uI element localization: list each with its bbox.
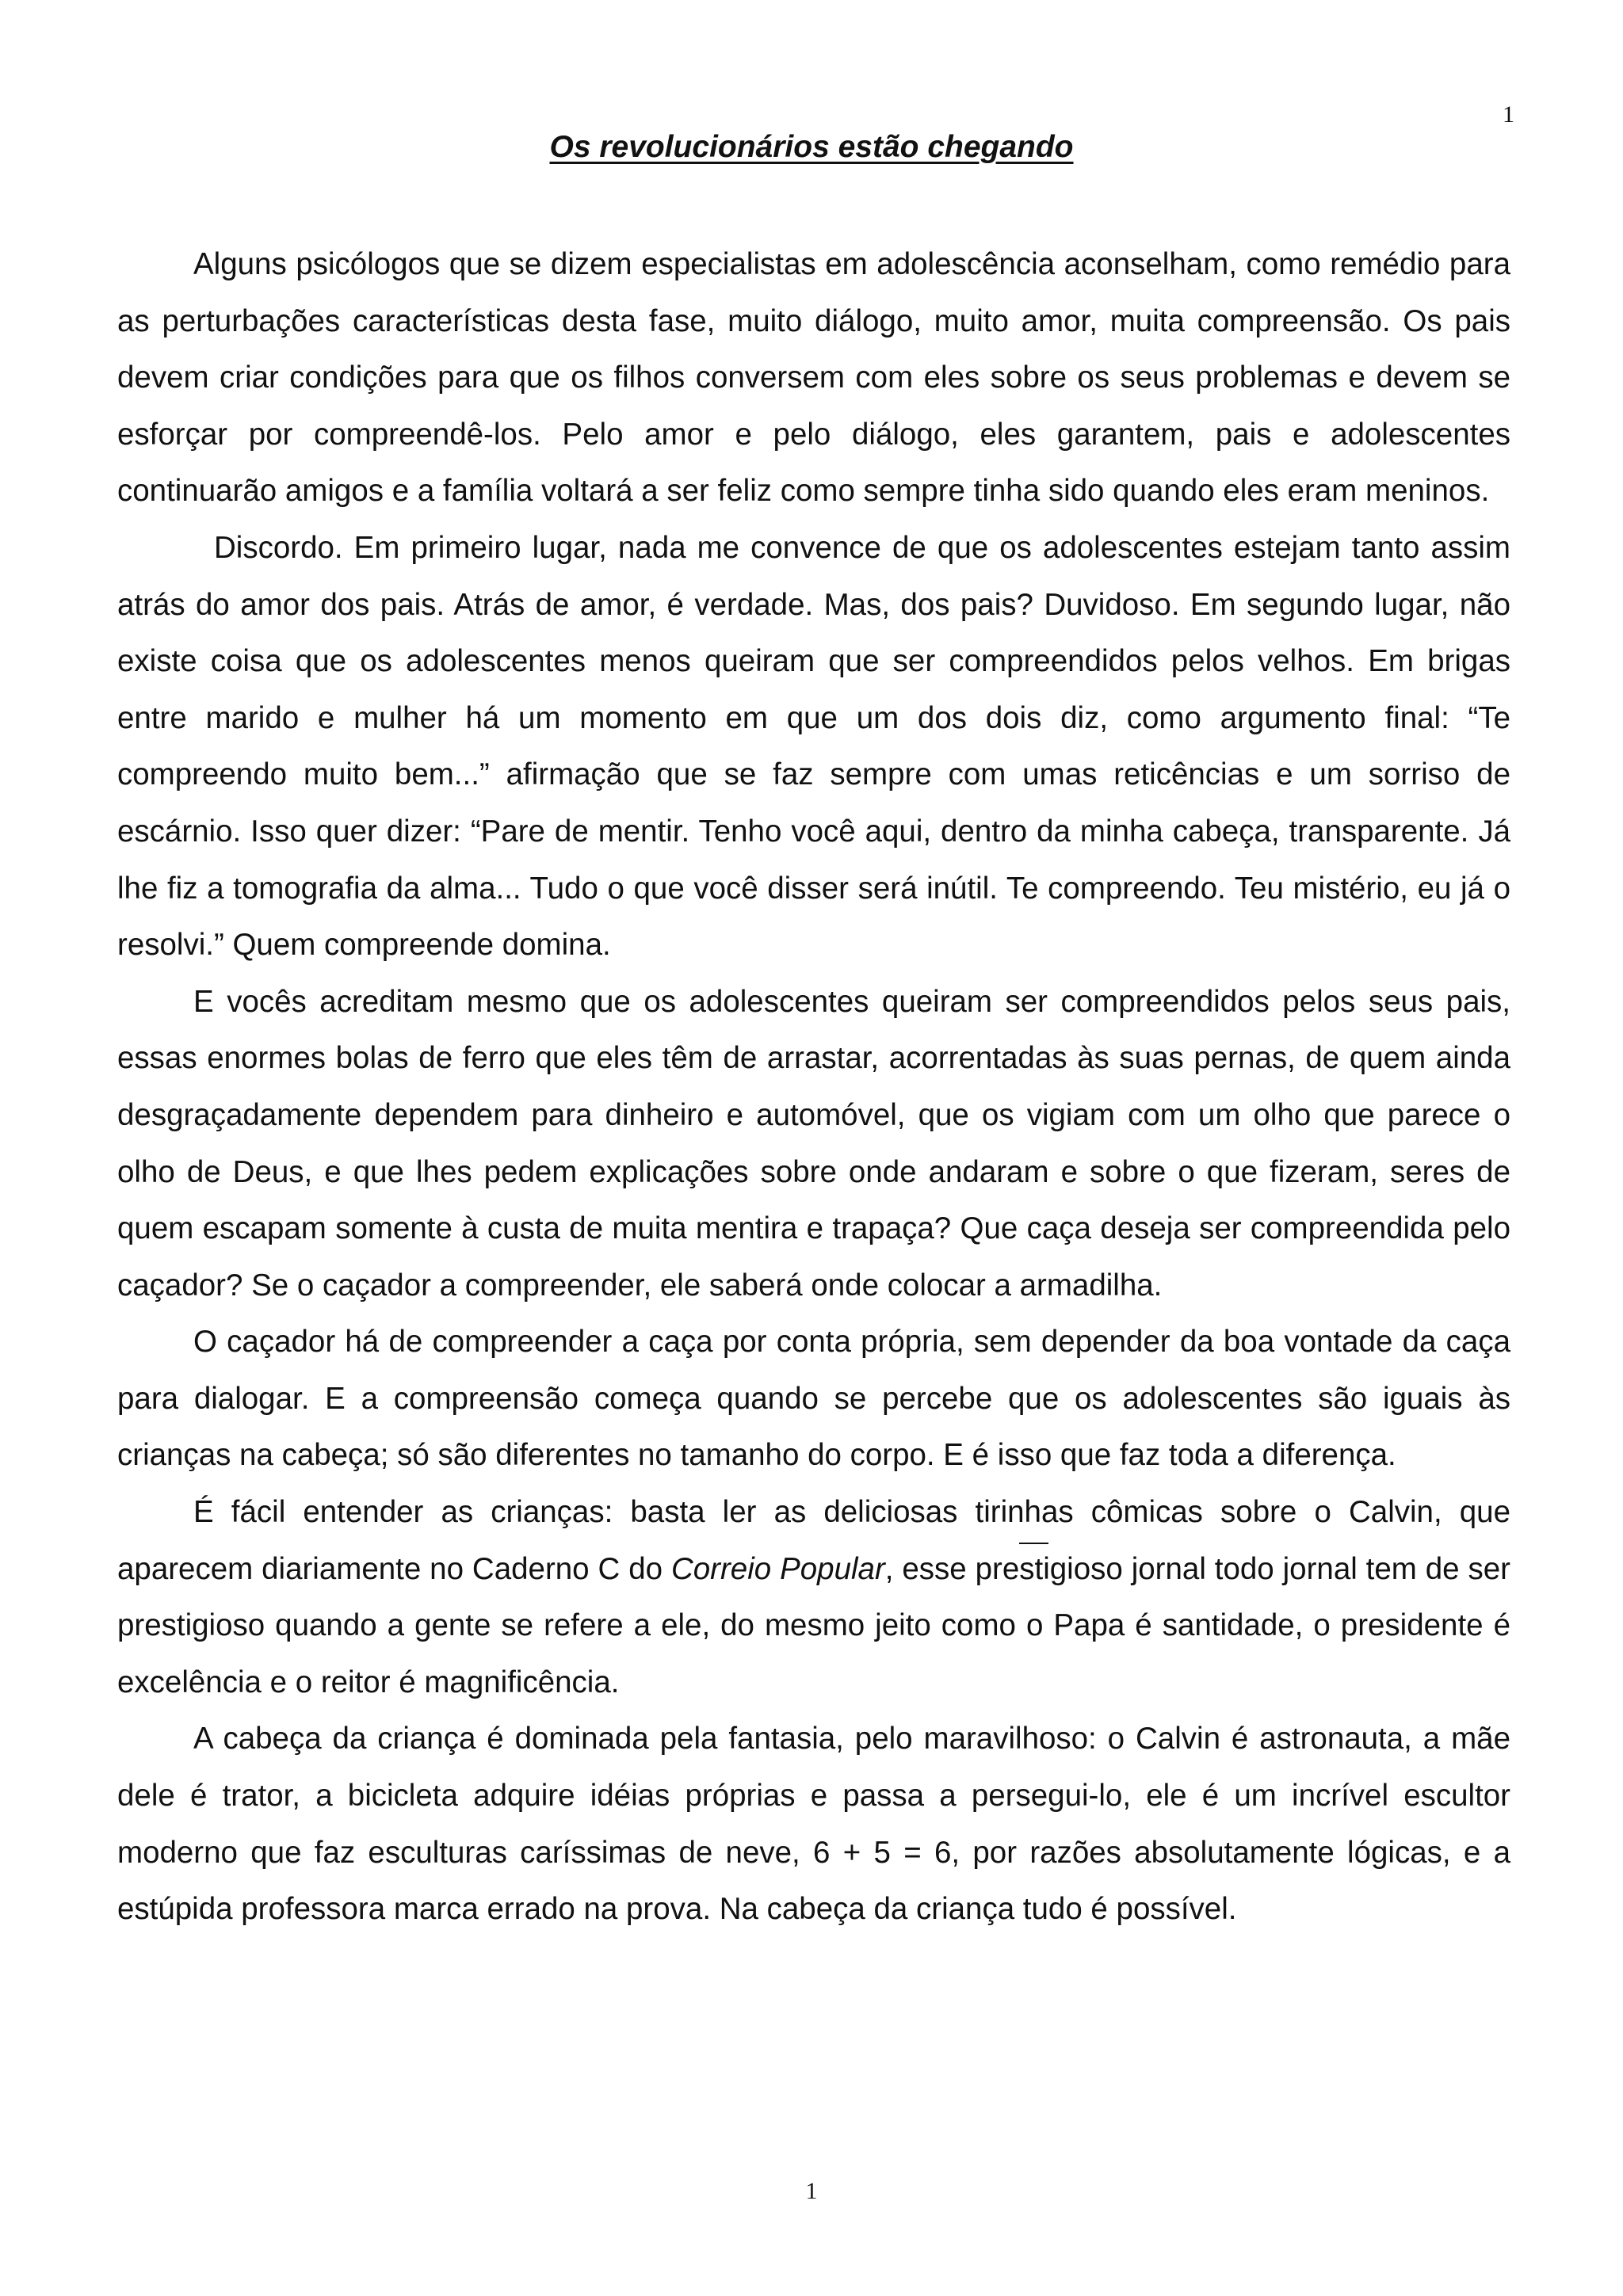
article-body: [117, 236, 1510, 1938]
paragraph-3: E vocês acreditam mesmo que os adolescentes queiram ser compreendidos pelos seus pais, essas enormes bolas de ferro que eles têm de arrastar, acorrentadas às suas pernas, de quem ainda desgraçadamente dependem para dinheiro e automóvel, que os vigiam com um olho que parece o olho de Deus, e que lhes pedem explicações sobre onde andaram e sobre o que fizeram, seres de quem escapam somente à custa de muita mentira e trapaça? Que caça deseja ser compreendida pelo caçador? Se o caçador a compreender, ele saberá onde colocar a armadilha.: [117, 984, 1510, 1302]
page-number-bottom: 1: [805, 2178, 818, 2204]
paragraph-5-text-start: É fácil entender as crianças: basta ler as deliciosas tirinhas cômicas sobre o Calvin, que aparecem diariamente no Caderno C do: [117, 1495, 1510, 1586]
paragraph-6: A cabeça da criança é dominada pela fantasia, pelo maravilhoso: o Calvin é astronauta, a mãe dele é trator, a bicicleta adquire idéias próprias e passa a persegui-lo, ele é um incrível escultor moderno que faz esculturas caríssimas de neve, 6 + 5 = 6, por razões absolutamente lógicas, e a estúpida professora marca errado na prova. Na cabeça da criança tudo é possível.: [117, 1722, 1510, 1927]
paragraph-4: O caçador há de compreender a caça por conta própria, sem depender da boa vontade da caça para dialogar. E a compreensão começa quando se percebe que os adolescentes são iguais às crianças na cabeça; só são diferentes no tamanho do corpo. E é isso que faz toda a diferença.: [117, 1325, 1510, 1473]
newspaper-name: Correio Popular: [670, 1551, 885, 1586]
paragraph-5-text-middle: , esse pre: [884, 1551, 1020, 1586]
overline-mark: sti: [1019, 1551, 1050, 1586]
paragraph-5-text-end: gioso jornal todo jornal tem de ser prestigioso quando a gente se refere a ele, do mesmo jeito como o Papa é santidade, o presidente é excelência e o reitor é magnificência.: [117, 1551, 1510, 1699]
document-title: Os revolucionários estão chegando: [549, 130, 1074, 164]
paragraph-5: [117, 1484, 1510, 1711]
paragraph-2: Discordo. Em primeiro lugar, nada me convence de que os adolescentes estejam tanto assim atrás do amor dos pais. Atrás de amor, é verdade. Mas, dos pais? Duvidoso. Em segundo lugar, não existe coisa que os adolescentes menos queiram que ser compreendidos pelos velhos. Em brigas entre marido e mulher há um momento em que um dos dois diz, como argumento final: “Te compreendo muito bem...” afirmação que se faz sempre com umas reticências e um sorriso de escárnio. Isso quer dizer: “Pare de mentir. Tenho você aqui, dentro da minha cabeça, transparente. Já lhe fiz a tomografia da alma... Tudo o que você disser será inútil. Te compreendo. Teu mistério, eu já o resolvi.” Quem compreende domina.: [117, 530, 1510, 963]
paragraph-1: Alguns psicólogos que se dizem especialistas em adolescência aconselham, como remédio para as perturbações características desta fase, muito diálogo, muito amor, muita compreensão. Os pais devem criar condições para que os filhos conversem com eles sobre os seus problemas e devem se esforçar por compreendê-los. Pelo amor e pelo diálogo, eles garantem, pais e adolescentes continuarão amigos e a família voltará a ser feliz como sempre tinha sido quando eles eram meninos.: [117, 247, 1510, 509]
page-number-top: 1: [1503, 101, 1514, 128]
